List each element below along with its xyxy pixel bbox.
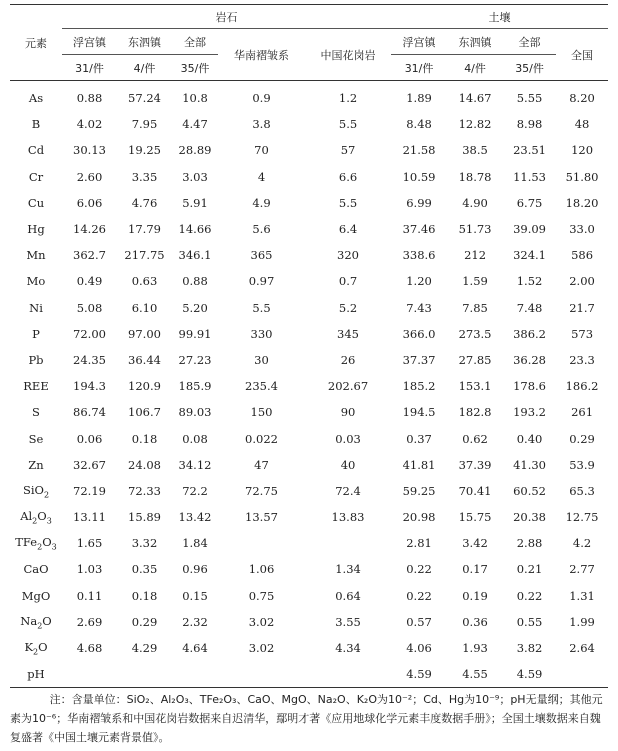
value-cell: 7.43 — [406, 300, 432, 315]
table-row — [10, 295, 608, 321]
value-cell: 324.1 — [513, 248, 547, 263]
value-cell: 4.9 — [252, 195, 271, 210]
table-row — [10, 661, 608, 688]
value-cell: 21.7 — [569, 300, 595, 315]
element-label: REE — [23, 379, 49, 394]
value-cell: 70 — [254, 143, 269, 158]
value-cell: 346.1 — [178, 248, 212, 263]
element-label: Ni — [29, 300, 43, 315]
value-cell: 37.39 — [458, 457, 492, 472]
value-cell: 0.03 — [335, 431, 361, 446]
value-cell: 99.91 — [178, 326, 212, 341]
value-cell: 185.2 — [402, 379, 436, 394]
value-cell: 1.31 — [569, 588, 595, 603]
value-cell: 20.38 — [513, 510, 547, 525]
value-cell: 6.75 — [516, 195, 543, 210]
value-cell: 0.64 — [335, 588, 361, 603]
value-cell: 0.11 — [76, 588, 103, 603]
element-label: $Na_2O$ — [20, 613, 52, 630]
value-cell: 14.67 — [458, 91, 492, 106]
header-soil-fugong: 浮宫镇 — [391, 29, 447, 55]
value-cell: 15.75 — [458, 510, 492, 525]
value-cell: 1.93 — [462, 641, 488, 656]
value-cell: 20.98 — [402, 510, 436, 525]
value-cell: 37.37 — [402, 352, 436, 367]
value-cell: 4.59 — [391, 661, 447, 688]
header-soil-dongsi: 东泗镇 — [447, 29, 503, 55]
element-label: Cr — [28, 169, 44, 184]
value-cell: 5.2 — [338, 300, 358, 315]
header-rock-count-dongsi: 4/件 — [117, 55, 172, 81]
element-label: pH — [10, 661, 62, 688]
value-cell: 3.55 — [335, 614, 361, 629]
table-row — [10, 556, 608, 582]
value-cell: 362.7 — [73, 248, 106, 263]
element-label: SiO$_2$ — [22, 482, 50, 500]
value-cell: 0.37 — [406, 431, 432, 446]
table-row — [10, 347, 608, 373]
value-cell: 186.2 — [565, 379, 599, 394]
table-row — [10, 164, 608, 190]
value-cell: 0.36 — [462, 614, 488, 629]
element-label: Zn — [28, 457, 44, 472]
table-row — [10, 452, 608, 478]
table-row — [10, 321, 608, 347]
value-cell: 4.47 — [182, 117, 208, 132]
value-cell: 47 — [254, 457, 269, 472]
value-cell: 153.1 — [458, 379, 492, 394]
value-cell: 1.03 — [76, 562, 103, 577]
table-row — [10, 425, 608, 451]
value-cell: 5.55 — [516, 91, 543, 106]
element-label: Pb — [28, 352, 44, 367]
value-cell: 0.18 — [131, 431, 158, 446]
value-cell: 14.26 — [73, 222, 106, 237]
value-cell: 6.4 — [338, 222, 358, 237]
value-cell: 4.34 — [335, 641, 361, 656]
value-cell — [62, 661, 117, 688]
value-cell: 0.22 — [406, 588, 432, 603]
value-cell: 65.3 — [569, 483, 595, 498]
value-cell: 0.75 — [248, 588, 275, 603]
value-cell: 366.0 — [402, 326, 436, 341]
header-rock-group: 岩石 — [62, 5, 391, 29]
value-cell: 18.78 — [458, 169, 492, 184]
value-cell: 1.89 — [406, 91, 432, 106]
table-row — [10, 583, 608, 609]
table-row — [10, 635, 608, 661]
value-cell: 48 — [574, 117, 590, 132]
value-cell: 23.51 — [513, 143, 547, 158]
value-cell: 5.08 — [76, 300, 103, 315]
value-cell: 72.19 — [73, 483, 106, 498]
value-cell: 386.2 — [513, 326, 547, 341]
value-cell: 235.4 — [245, 379, 278, 394]
value-cell: 7.85 — [462, 300, 488, 315]
value-cell: 1.2 — [338, 91, 358, 106]
value-cell — [556, 661, 608, 688]
value-cell: 0.96 — [182, 562, 208, 577]
value-cell: 3.35 — [131, 169, 158, 184]
value-cell: 1.99 — [569, 614, 595, 629]
element-label: $Al_2O_3$ — [20, 508, 52, 526]
value-cell: 338.6 — [402, 248, 436, 263]
value-cell: 5.6 — [252, 222, 271, 237]
value-cell: 273.5 — [458, 326, 492, 341]
value-cell: 0.29 — [569, 431, 595, 446]
value-cell: 0.29 — [131, 614, 158, 629]
value-cell: 150 — [250, 405, 273, 420]
value-cell: 193.2 — [513, 405, 547, 420]
element-label: Cu — [27, 195, 45, 210]
value-cell: 202.67 — [327, 379, 369, 394]
value-cell: 72.00 — [73, 326, 106, 341]
value-cell: 6.99 — [406, 195, 432, 210]
value-cell: 2.81 — [406, 536, 432, 551]
value-cell: 0.88 — [76, 91, 103, 106]
element-label: Mo — [26, 274, 46, 289]
header-soil-all: 全部 — [503, 29, 556, 55]
value-cell: 320 — [337, 248, 359, 263]
value-cell: 15.89 — [128, 510, 161, 525]
header-south-china-fold: 华南褶皱系 — [218, 29, 305, 81]
value-cell: 70.41 — [458, 483, 492, 498]
value-cell: 0.22 — [406, 562, 432, 577]
value-cell: 1.65 — [76, 536, 103, 551]
value-cell: 36.44 — [128, 352, 161, 367]
value-cell: 5.20 — [182, 300, 208, 315]
value-cell: 0.63 — [131, 274, 158, 289]
element-label: Mn — [26, 248, 46, 263]
value-cell: 13.57 — [245, 510, 278, 525]
value-cell: 3.32 — [131, 536, 158, 551]
value-cell: 11.53 — [513, 169, 547, 184]
value-cell: 0.40 — [516, 431, 543, 446]
value-cell: 28.89 — [178, 143, 212, 158]
table-row — [10, 137, 608, 163]
value-cell: 0.21 — [516, 562, 543, 577]
value-cell — [218, 530, 305, 556]
header-rock-fugong: 浮宫镇 — [62, 29, 117, 55]
value-cell: 573 — [571, 326, 594, 341]
value-cell — [117, 661, 172, 688]
value-cell: 2.00 — [569, 274, 595, 289]
value-cell: 12.75 — [565, 510, 599, 525]
value-cell: 4.06 — [406, 641, 432, 656]
value-cell: 182.8 — [458, 405, 492, 420]
value-cell: 41.30 — [513, 457, 547, 472]
value-cell: 345 — [337, 326, 359, 341]
value-cell: 13.11 — [73, 510, 106, 525]
value-cell: 0.62 — [462, 431, 488, 446]
value-cell: 8.20 — [569, 91, 595, 106]
value-cell: 27.23 — [178, 352, 212, 367]
value-cell: 17.79 — [128, 222, 161, 237]
value-cell: 72.2 — [182, 483, 208, 498]
value-cell: 1.52 — [516, 274, 543, 289]
value-cell: 86.74 — [73, 405, 106, 420]
value-cell: 2.77 — [569, 562, 595, 577]
table-row — [10, 478, 608, 504]
value-cell: 6.06 — [76, 195, 103, 210]
element-label: B — [31, 117, 41, 132]
value-cell: 1.06 — [248, 562, 275, 577]
value-cell: 185.9 — [178, 379, 212, 394]
element-label: As — [28, 91, 44, 106]
value-cell: 4.64 — [182, 641, 208, 656]
value-cell: 30.13 — [73, 143, 106, 158]
value-cell: 2.32 — [182, 614, 208, 629]
value-cell: 90 — [340, 405, 356, 420]
value-cell: 4.02 — [76, 117, 103, 132]
value-cell: 4.2 — [572, 536, 592, 551]
value-cell — [172, 661, 218, 688]
value-cell: 24.35 — [73, 352, 106, 367]
value-cell: 212 — [464, 248, 487, 263]
table-row — [10, 190, 608, 216]
value-cell: 194.3 — [73, 379, 106, 394]
table-row — [10, 530, 608, 556]
value-cell: 3.03 — [182, 169, 208, 184]
value-cell: 60.52 — [513, 483, 547, 498]
value-cell: 23.3 — [569, 352, 595, 367]
value-cell: 0.22 — [516, 588, 543, 603]
value-cell: 4.76 — [131, 195, 158, 210]
element-label: Se — [28, 431, 44, 446]
value-cell: 6.10 — [131, 300, 158, 315]
header-soil-count-dongsi: 4/件 — [447, 55, 503, 81]
value-cell: 330 — [250, 326, 273, 341]
element-label: Hg — [27, 222, 45, 237]
value-cell: 6.6 — [338, 169, 358, 184]
value-cell: 5.5 — [338, 117, 358, 132]
table-row — [10, 268, 608, 294]
value-cell: 194.5 — [402, 405, 436, 420]
value-cell: 41.81 — [402, 457, 436, 472]
value-cell — [305, 530, 391, 556]
value-cell: 0.35 — [131, 562, 158, 577]
value-cell: 1.84 — [182, 536, 208, 551]
value-cell: 72.33 — [128, 483, 161, 498]
element-label: S — [32, 405, 40, 420]
value-cell: 4.59 — [503, 661, 556, 688]
value-cell: 120.9 — [128, 379, 161, 394]
value-cell: 586 — [571, 248, 594, 263]
value-cell: 57.24 — [128, 91, 161, 106]
value-cell: 217.75 — [124, 248, 165, 263]
value-cell: 0.7 — [338, 274, 358, 289]
value-cell: 5.5 — [338, 195, 358, 210]
value-cell: 0.022 — [245, 431, 278, 446]
value-cell: 0.06 — [76, 431, 103, 446]
value-cell: 261 — [571, 405, 594, 420]
value-cell: 13.42 — [178, 510, 212, 525]
value-cell: 3.8 — [252, 117, 271, 132]
element-content-table — [10, 4, 608, 688]
value-cell: 0.17 — [462, 562, 488, 577]
value-cell: 33.0 — [569, 222, 595, 237]
value-cell: 8.48 — [406, 117, 432, 132]
value-cell: 7.48 — [516, 300, 543, 315]
value-cell: 4.68 — [76, 641, 103, 656]
value-cell: 2.69 — [76, 614, 103, 629]
value-cell: 120 — [571, 143, 594, 158]
value-cell: 59.25 — [402, 483, 436, 498]
header-soil-count-all: 35/件 — [503, 55, 556, 81]
value-cell: 2.88 — [516, 536, 543, 551]
element-label: Cd — [27, 143, 45, 158]
value-cell: 32.67 — [73, 457, 106, 472]
value-cell: 0.57 — [406, 614, 432, 629]
value-cell: 0.19 — [462, 588, 488, 603]
table-row — [10, 111, 608, 137]
value-cell: 4.29 — [131, 641, 158, 656]
value-cell: 18.20 — [565, 195, 599, 210]
header-soil-count-fugong: 31/件 — [391, 55, 447, 81]
header-national: 全国 — [556, 29, 608, 81]
value-cell: 0.9 — [252, 91, 271, 106]
value-cell: 0.49 — [76, 274, 103, 289]
value-cell: 3.82 — [516, 641, 543, 656]
value-cell: 3.42 — [462, 536, 488, 551]
value-cell: 53.9 — [569, 457, 595, 472]
value-cell: 178.6 — [513, 379, 547, 394]
header-rock-all: 全部 — [172, 29, 218, 55]
value-cell: 4.55 — [447, 661, 503, 688]
value-cell: 3.02 — [248, 614, 275, 629]
value-cell: 5.91 — [182, 195, 208, 210]
header-rock-count-all: 35/件 — [172, 55, 218, 81]
table-row — [10, 81, 608, 112]
element-label: $TFe_2O_3$ — [15, 535, 57, 552]
value-cell: 34.12 — [178, 457, 212, 472]
value-cell: 5.5 — [252, 300, 271, 315]
value-cell: 26 — [340, 352, 356, 367]
header-soil-group: 土壤 — [391, 5, 608, 29]
value-cell: 1.59 — [462, 274, 488, 289]
value-cell: 10.8 — [182, 91, 208, 106]
value-cell: 37.46 — [402, 222, 436, 237]
value-cell: 1.20 — [406, 274, 432, 289]
value-cell: 2.60 — [76, 169, 103, 184]
value-cell: 36.28 — [513, 352, 547, 367]
header-rock-dongsi: 东泗镇 — [117, 29, 172, 55]
value-cell: 27.85 — [458, 352, 492, 367]
value-cell: 4.90 — [462, 195, 488, 210]
value-cell: 39.09 — [513, 222, 547, 237]
value-cell: 14.66 — [178, 222, 212, 237]
element-label: CaO — [23, 562, 49, 577]
value-cell: 24.08 — [128, 457, 161, 472]
value-cell: 3.02 — [248, 641, 275, 656]
value-cell: 8.98 — [516, 117, 543, 132]
value-cell: 2.64 — [569, 641, 595, 656]
value-cell: 106.7 — [128, 405, 161, 420]
value-cell: 0.15 — [182, 588, 208, 603]
element-label: $K_2O$ — [24, 639, 48, 657]
table-row — [10, 216, 608, 242]
value-cell — [305, 661, 391, 688]
table-row — [10, 504, 608, 530]
value-cell: 10.59 — [402, 169, 436, 184]
value-cell: 21.58 — [402, 143, 436, 158]
value-cell: 4 — [257, 169, 266, 184]
value-cell: 1.34 — [335, 562, 361, 577]
element-label: P — [32, 326, 40, 341]
value-cell: 7.95 — [131, 117, 158, 132]
value-cell: 38.5 — [462, 143, 488, 158]
table-body — [10, 81, 608, 688]
header-rock-count-fugong: 31/件 — [62, 55, 117, 81]
value-cell — [218, 661, 305, 688]
value-cell: 13.83 — [331, 510, 365, 525]
value-cell: 51.80 — [565, 169, 599, 184]
value-cell: 0.97 — [248, 274, 275, 289]
value-cell: 19.25 — [128, 143, 161, 158]
value-cell: 97.00 — [128, 326, 161, 341]
value-cell: 365 — [250, 248, 273, 263]
value-cell: 0.08 — [182, 431, 208, 446]
header-element: 元素 — [10, 5, 62, 81]
element-label: MgO — [21, 588, 51, 603]
value-cell: 89.03 — [178, 405, 212, 420]
value-cell: 51.73 — [458, 222, 492, 237]
table-row — [10, 373, 608, 399]
table-footnote: 注：含量单位：SiO₂、Al₂O₃、TFe₂O₃、CaO、MgO、Na₂O、K₂O为10⁻²；Cd、Hg为10⁻⁹；pH无量纲；其他元素为10⁻⁶；华南褶皱系和中国花岗岩数据来自迟清华，鄢明才著《应用地球化学元素丰度数据手册》；全国土壤数据来自魏复盛著《中国土壤元素背景值》。 — [10, 693, 603, 744]
value-cell: 0.55 — [516, 614, 543, 629]
value-cell: 0.18 — [131, 588, 158, 603]
table-row — [10, 609, 608, 635]
header-china-granite: 中国花岗岩 — [305, 29, 391, 81]
table-row — [10, 242, 608, 268]
value-cell: 57 — [340, 143, 356, 158]
value-cell: 40 — [340, 457, 356, 472]
value-cell: 72.4 — [335, 483, 361, 498]
value-cell: 72.75 — [245, 483, 278, 498]
value-cell: 12.82 — [458, 117, 492, 132]
value-cell: 30 — [254, 352, 269, 367]
value-cell: 0.88 — [182, 274, 208, 289]
table-row — [10, 399, 608, 425]
